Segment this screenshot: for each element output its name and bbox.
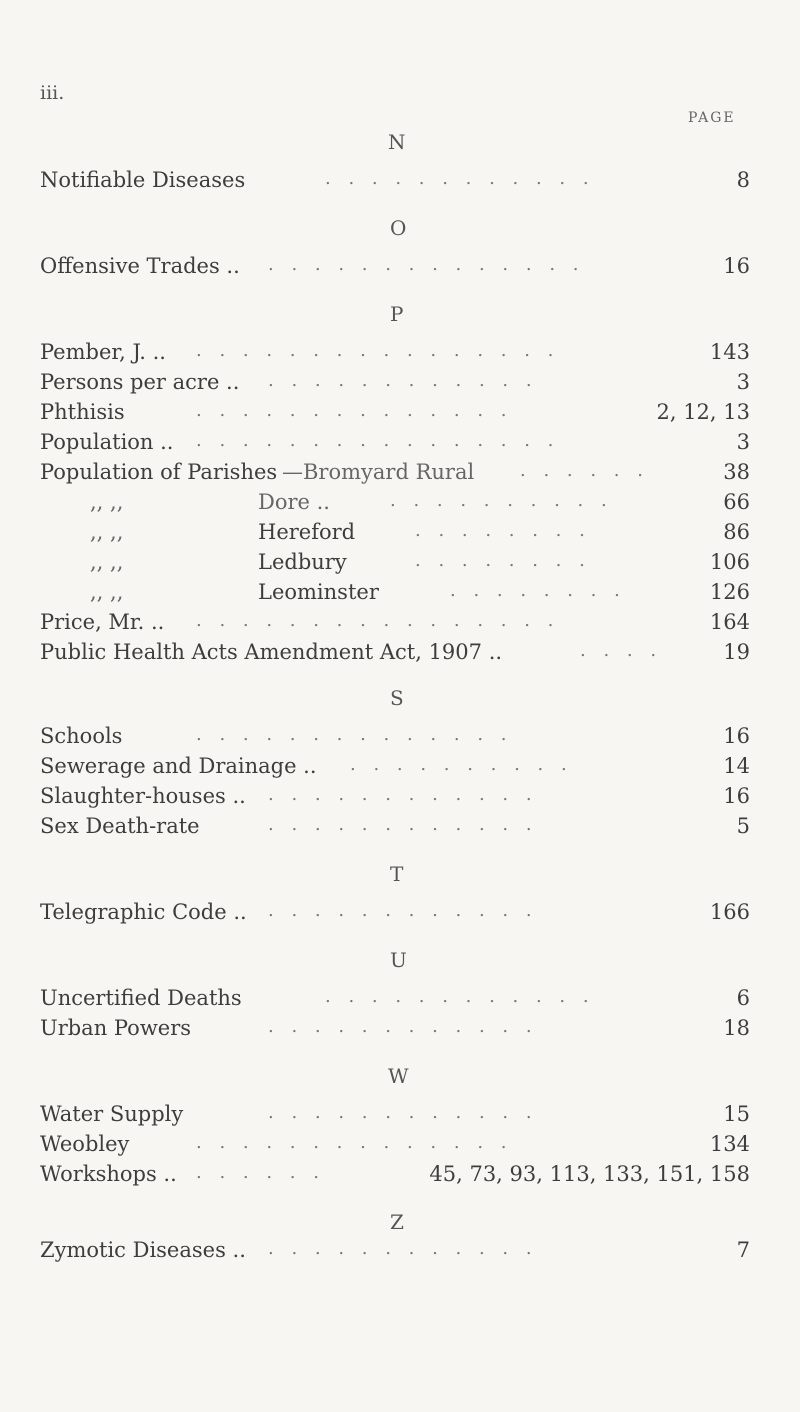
leader-dots: . . . . . . . . . . . . . . (268, 254, 585, 275)
entry-pages: 106 (709, 550, 750, 574)
index-entry (40, 490, 750, 518)
entry-sublabel: Hereford (258, 520, 356, 544)
index-entry (40, 1162, 750, 1190)
section-letter-s: S (390, 686, 404, 710)
leader-dots: . . . . . . . . . . . . (268, 814, 538, 835)
index-entry (40, 370, 750, 398)
leader-dots: . . . . . . . . . . . . (268, 784, 538, 805)
leader-dots: . . . . . . . . . . . . (268, 1016, 538, 1037)
entry-label: Persons per acre .. (40, 370, 240, 394)
leader-dots: . . . . . . (196, 1162, 325, 1183)
entry-pages: 7 (736, 1238, 750, 1262)
index-entry (40, 168, 750, 196)
section-letter-u: U (390, 948, 407, 972)
index-entry (40, 724, 750, 752)
leader-dots: . . . . . . . . . . . . . . . . (196, 610, 560, 631)
index-entry (40, 550, 750, 578)
index-entry (40, 610, 750, 638)
page-number: iii. (40, 82, 65, 104)
entry-label: Water Supply (40, 1102, 184, 1126)
entry-sublabel: Leominster (258, 580, 379, 604)
entry-label: Offensive Trades .. (40, 254, 240, 278)
index-entry (40, 340, 750, 368)
entry-pages: 143 (709, 340, 750, 364)
entry-pages: 15 (723, 1102, 750, 1126)
leader-dots: . . . . . . . . . . . . (325, 168, 595, 189)
entry-pages: 126 (709, 580, 750, 604)
entry-pages: 16 (723, 784, 750, 808)
index-entry (40, 754, 750, 782)
leader-dots: . . . . . . . . . . . . (268, 900, 538, 921)
ditto-marks: ,, ,, (90, 580, 124, 604)
entry-label: Uncertified Deaths (40, 986, 242, 1010)
entry-pages: 14 (723, 754, 750, 778)
entry-pages: 2, 12, 13 (656, 400, 750, 424)
section-letter-t: T (390, 862, 404, 886)
section-letter-n: N (388, 130, 406, 154)
leader-dots: . . . . . . . . . . . . (268, 1238, 538, 1259)
entry-pages: 16 (723, 254, 750, 278)
entry-label: Notifiable Diseases (40, 168, 246, 192)
section-letter-o: O (390, 216, 407, 240)
entry-label: Zymotic Diseases .. (40, 1238, 246, 1262)
entry-label: Weobley (40, 1132, 130, 1156)
index-entry (40, 460, 750, 488)
leader-dots: . . . . . . . . . . . . . . (196, 400, 513, 421)
section-letter-w: W (388, 1064, 409, 1088)
leader-dots: . . . . . . . . (415, 550, 591, 571)
entry-label: Phthisis (40, 400, 125, 424)
page-column-heading: PAGE (688, 110, 736, 126)
entry-label: Urban Powers (40, 1016, 192, 1040)
leader-dots: . . . . . . . . . . . . . . (196, 1132, 513, 1153)
section-letter-p: P (390, 302, 404, 326)
leader-dots: . . . . . . (520, 460, 649, 481)
entry-label: Workshops .. (40, 1162, 177, 1186)
index-entry (40, 1102, 750, 1130)
entry-pages: 8 (736, 168, 750, 192)
entry-pages: 18 (723, 1016, 750, 1040)
entry-pages: 66 (723, 490, 750, 514)
entry-pages: 19 (723, 640, 750, 664)
index-entry (40, 814, 750, 842)
entry-label: Population .. (40, 430, 174, 454)
entry-label: Public Health Acts Amendment Act, 1907 .. (40, 640, 503, 664)
leader-dots: . . . . . . . . . . . . . . . . (196, 340, 560, 361)
entry-label: Sewerage and Drainage .. (40, 754, 317, 778)
entry-pages: 164 (709, 610, 750, 634)
entry-sublabel: Ledbury (258, 550, 347, 574)
entry-pages: 5 (736, 814, 750, 838)
entry-label: Price, Mr. .. (40, 610, 165, 634)
index-entry (40, 580, 750, 608)
index-entry (40, 430, 750, 458)
entry-label: Slaughter-houses .. (40, 784, 246, 808)
entry-label: Pember, J. .. (40, 340, 166, 364)
entry-pages: 38 (723, 460, 750, 484)
leader-dots: . . . . . . . . . . . . (268, 370, 538, 391)
ditto-marks: ,, ,, (90, 520, 124, 544)
ditto-marks: ,, ,, (90, 490, 124, 514)
index-entry (40, 1016, 750, 1044)
entry-pages: 45, 73, 93, 113, 133, 151, 158 (429, 1162, 750, 1186)
index-entry (40, 400, 750, 428)
entry-pages: 16 (723, 724, 750, 748)
entry-sublabel: —Bromyard Rural (282, 460, 475, 484)
index-entry (40, 986, 750, 1014)
leader-dots: . . . . (580, 640, 663, 661)
index-entry (40, 1132, 750, 1160)
entry-label: Population of Parishes (40, 460, 278, 484)
entry-sublabel: Dore .. (258, 490, 330, 514)
index-entry (40, 784, 750, 812)
leader-dots: . . . . . . . . . . . . . . . . (196, 430, 560, 451)
leader-dots: . . . . . . . . . . (350, 754, 573, 775)
leader-dots: . . . . . . . . . . . . (268, 1102, 538, 1123)
entry-pages: 134 (709, 1132, 750, 1156)
entry-pages: 166 (709, 900, 750, 924)
leader-dots: . . . . . . . . . . . . (325, 986, 595, 1007)
index-entry (40, 900, 750, 928)
section-letter-z: Z (390, 1210, 404, 1234)
entry-pages: 3 (736, 430, 750, 454)
index-entry (40, 640, 750, 668)
index-entry (40, 254, 750, 282)
entry-pages: 6 (736, 986, 750, 1010)
leader-dots: . . . . . . . . (450, 580, 626, 601)
index-entry (40, 520, 750, 548)
leader-dots: . . . . . . . . (415, 520, 591, 541)
leader-dots: . . . . . . . . . . . . . . (196, 724, 513, 745)
entry-pages: 3 (736, 370, 750, 394)
index-entry (40, 1238, 750, 1266)
entry-label: Schools (40, 724, 123, 748)
entry-label: Sex Death-rate (40, 814, 200, 838)
entry-label: Telegraphic Code .. (40, 900, 247, 924)
ditto-marks: ,, ,, (90, 550, 124, 574)
entry-pages: 86 (723, 520, 750, 544)
leader-dots: . . . . . . . . . . (390, 490, 613, 511)
